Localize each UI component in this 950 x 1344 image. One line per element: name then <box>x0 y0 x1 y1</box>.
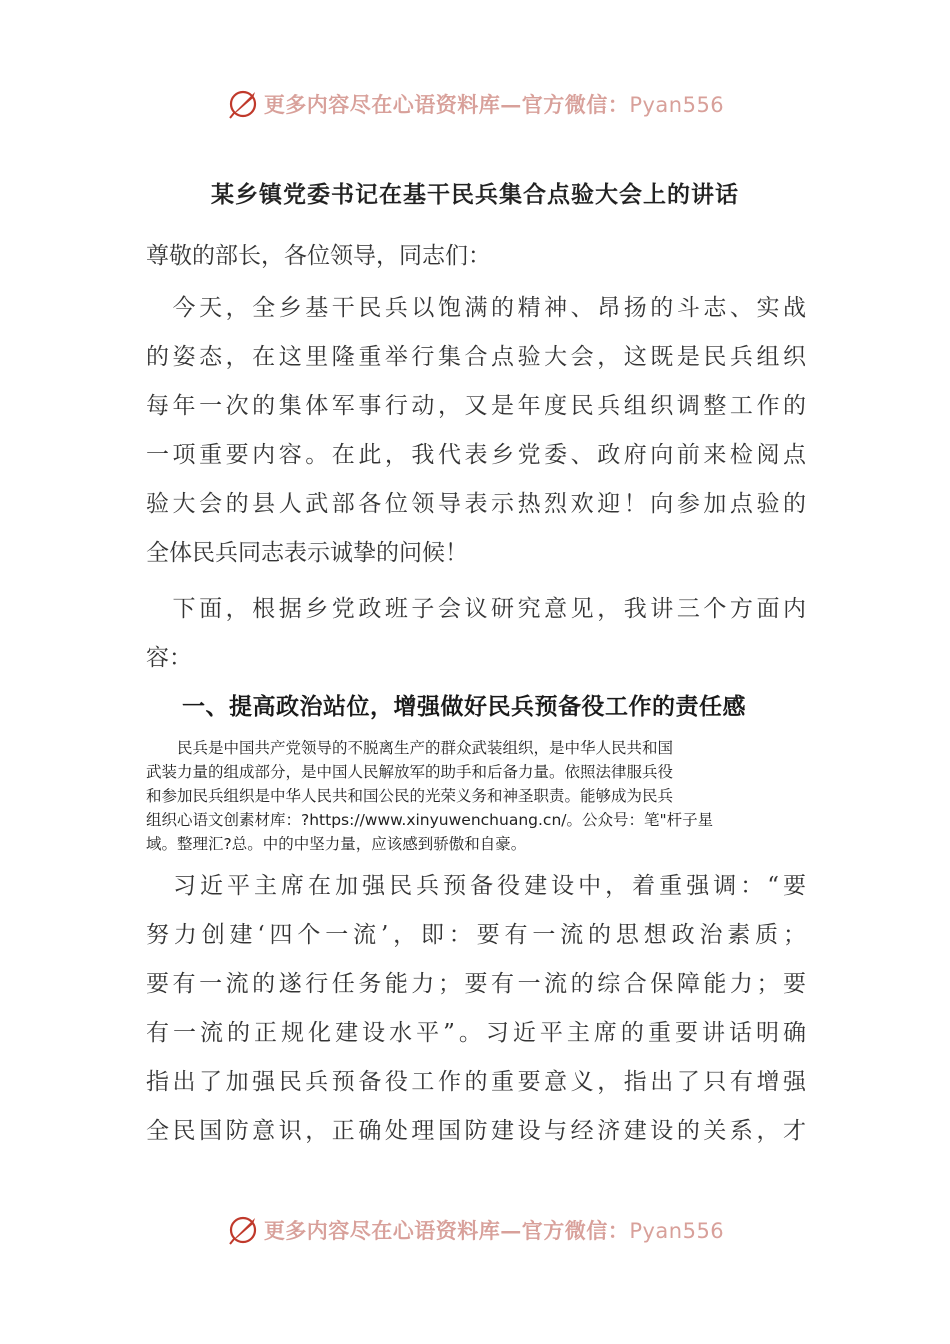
header-watermark-banner <box>0 84 950 124</box>
text-line: 民兵是中国共产党领导的不脱离生产的群众武装组织，是中华人民共和国 <box>146 739 674 757</box>
text-line: 一项重要内容。在此，我代表乡党委、政府向前来检阅点 <box>146 442 806 468</box>
text-line: 域。整理汇?总。中的中坚力量，应该感到骄傲和自豪。 <box>146 835 527 853</box>
section-heading-1: 一、提高政治站位，增强做好民兵预备役工作的责任感 <box>182 693 746 720</box>
text-line: 全体民兵同志表示诚挚的问候！ <box>146 540 468 566</box>
text-line: 指出了加强民兵预备役工作的重要意义，指出了只有增强 <box>146 1069 806 1095</box>
text-line: 组织心语文创素材库：?https://www.xinyuwenchuang.cn/。公众号：笔"杆子星 <box>146 811 714 829</box>
text-line: 和参加民兵组织是中华人民共和国公民的光荣义务和神圣职责。能够成为民兵 <box>146 787 674 805</box>
text-line: 努力创建‘四个一流’，即：要有一流的思想政治素质； <box>146 922 806 948</box>
footer-watermark-banner <box>0 1210 950 1250</box>
text-line: 全民国防意识，正确处理国防建设与经济建设的关系，才 <box>146 1118 806 1144</box>
text-line: 习近平主席在加强民兵预备役建设中，着重强调：“要 <box>146 873 806 899</box>
document-title: 某乡镇党委书记在基干民兵集合点验大会上的讲话 <box>211 181 739 208</box>
banner-text: 更多内容尽在心语资料库—官方微信：Pyan556 <box>263 1218 725 1243</box>
quill-pen-logo-icon <box>226 1213 260 1247</box>
text-line: 验大会的县人武部各位领导表示热烈欢迎！向参加点验的 <box>146 491 806 517</box>
salutation: 尊敬的部长，各位领导，同志们： <box>146 243 491 269</box>
text-line: 每年一次的集体军事行动，又是年度民兵组织调整工作的 <box>146 393 806 419</box>
text-line: 武装力量的组成部分，是中国人民解放军的助手和后备力量。依照法律服兵役 <box>146 763 674 781</box>
text-line: 的姿态，在这里隆重举行集合点验大会，这既是民兵组织 <box>146 344 806 370</box>
text-line: 要有一流的遂行任务能力；要有一流的综合保障能力；要 <box>146 971 806 997</box>
text-line: 容： <box>146 645 192 671</box>
text-line: 下面，根据乡党政班子会议研究意见，我讲三个方面内 <box>146 596 806 622</box>
text-line: 今天，全乡基干民兵以饱满的精神、昂扬的斗志、实战 <box>146 295 806 321</box>
quill-pen-logo-icon <box>226 87 260 121</box>
banner-text: 更多内容尽在心语资料库—官方微信：Pyan556 <box>263 92 725 117</box>
text-line: 有一流的正规化建设水平”。习近平主席的重要讲话明确 <box>146 1020 806 1046</box>
